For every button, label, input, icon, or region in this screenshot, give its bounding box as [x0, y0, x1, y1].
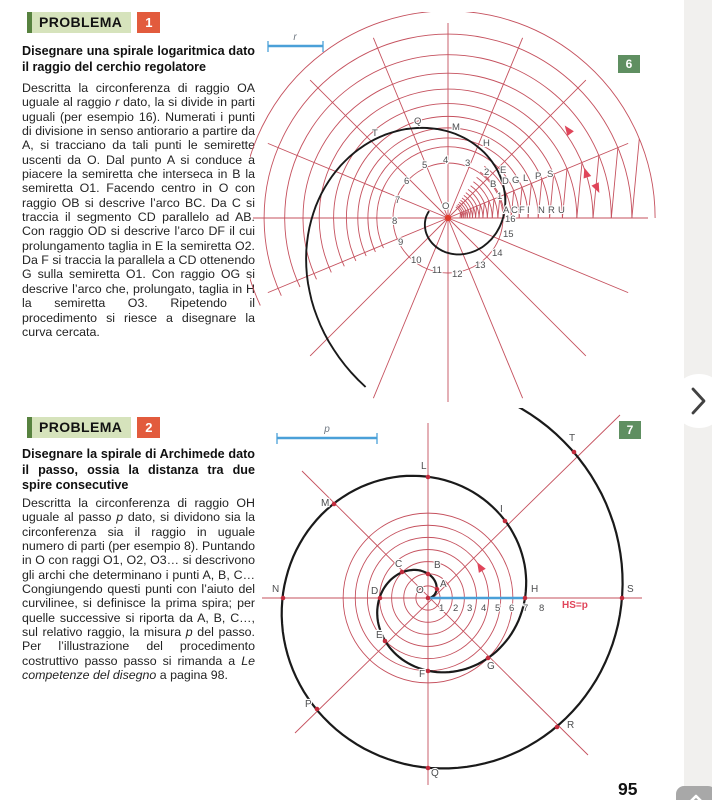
- svg-text:L: L: [421, 461, 427, 472]
- svg-text:O: O: [442, 201, 450, 212]
- svg-text:3: 3: [465, 158, 471, 169]
- page-number: 95: [618, 779, 638, 799]
- svg-text:U: U: [558, 205, 565, 216]
- problem-1-header: [27, 12, 160, 33]
- svg-text:A: A: [440, 579, 447, 590]
- svg-text:4: 4: [443, 155, 449, 166]
- chevron-right-icon: [672, 374, 712, 428]
- figure-7-badge: 7: [619, 421, 641, 439]
- svg-text:N: N: [538, 205, 545, 216]
- svg-text:15: 15: [503, 229, 514, 240]
- svg-text:Q: Q: [431, 768, 439, 779]
- fig6-transfer-arcs: [250, 12, 655, 306]
- svg-text:O: O: [416, 585, 424, 596]
- svg-text:2: 2: [484, 167, 490, 178]
- svg-text:E: E: [376, 630, 383, 641]
- svg-text:6: 6: [509, 603, 515, 614]
- svg-text:8: 8: [392, 216, 398, 227]
- svg-text:P: P: [535, 171, 542, 182]
- svg-text:A: A: [503, 205, 510, 216]
- svg-text:S: S: [547, 169, 554, 180]
- svg-text:5: 5: [422, 160, 428, 171]
- svg-text:8: 8: [539, 603, 545, 614]
- svg-text:C: C: [511, 205, 518, 216]
- svg-text:I: I: [500, 504, 503, 515]
- svg-text:L: L: [523, 173, 529, 184]
- svg-text:M: M: [321, 498, 330, 509]
- svg-text:9: 9: [398, 237, 404, 248]
- problem-2-title: Disegnare la spirale di Archimede dato il passo, ossia la distanza tra due spire consecutive: [22, 447, 255, 492]
- problem-2-body: Descritta la circonferenza di raggio OH uguale al passo p dato, si dividono sia la circonferenza sia il raggio in uguale numero di parti (per esempio 8). Puntando in O con raggi O1, O2, O3… si descrivono gli archi che determinano i punti A, B, C… Congiungendo questi punti con l’aiuto del curvilinee, si definisce la prima spira; per quelle successive si riporta da A, B, C…, sul relativo raggio, la misura p del passo. Per l’illustrazione del procedimento costruttivo passo passo si rimanda a Le competenze del disegno a pagina 98.: [22, 496, 256, 683]
- svg-text:5: 5: [495, 603, 501, 614]
- svg-text:R: R: [567, 720, 575, 731]
- svg-text:F: F: [419, 669, 426, 680]
- svg-text:C: C: [395, 559, 403, 570]
- svg-text:D: D: [371, 586, 379, 597]
- svg-text:F: F: [519, 205, 525, 216]
- svg-text:B: B: [490, 179, 497, 190]
- problem-1-number-badge: 1: [137, 12, 160, 33]
- svg-text:B: B: [434, 560, 441, 571]
- next-page-button[interactable]: [672, 374, 712, 428]
- svg-text:T: T: [569, 433, 576, 444]
- svg-text:7: 7: [523, 603, 529, 614]
- problem-2-header-label: PROBLEMA: [27, 417, 131, 438]
- svg-text:R: R: [548, 205, 555, 216]
- fig7-pitch-equation-label: HS=p: [562, 600, 588, 611]
- svg-text:1: 1: [497, 191, 503, 202]
- fig6-logarithmic-spiral: [306, 128, 505, 387]
- fig6-center-point: [445, 215, 451, 221]
- problem-2-number-badge: 2: [137, 417, 160, 438]
- svg-text:P: P: [305, 699, 312, 710]
- svg-text:12: 12: [452, 269, 463, 280]
- scale-bar: [277, 424, 377, 444]
- svg-text:13: 13: [475, 260, 486, 271]
- svg-text:S: S: [627, 584, 634, 595]
- svg-text:4: 4: [481, 603, 487, 614]
- svg-text:G: G: [487, 661, 495, 672]
- svg-text:I: I: [527, 205, 530, 216]
- svg-text:6: 6: [404, 176, 410, 187]
- problem-2-header: [27, 417, 160, 438]
- svg-text:E: E: [500, 165, 507, 176]
- svg-text:H: H: [483, 138, 490, 149]
- svg-text:H: H: [531, 584, 539, 595]
- svg-text:3: 3: [467, 603, 473, 614]
- svg-text:1: 1: [439, 603, 445, 614]
- svg-text:T: T: [372, 128, 378, 139]
- chevron-up-icon: [676, 786, 712, 800]
- figure-6-badge: 6: [618, 55, 640, 73]
- problem-1-header-label: PROBLEMA: [27, 12, 131, 33]
- svg-text:16: 16: [505, 214, 516, 225]
- problem-1-body: Descritta la circonferenza di raggio OA uguale al raggio r dato, la si divide in parti uguali (per esempio 16). Numerati i punti di divisione in senso antiorario a partire da A, si tracciano da tali punti le semirette uscenti da O. Dal punto A si conduce a piacere la semiretta che interseca in B la semiretta O1. Facendo centro in O con raggio OB si descrive l’arco BC. Da C si traccia il segmento CD parallelo ad AB. Con raggio OD si descrive l’arco DF il cui prolungamento taglia in E la semiretta O2. Da F si traccia la parallela a CD ottenendo G sulla semiretta O1. Con raggio OG si descrive l’arco che, prolungato, taglia in H la semiretta O3. Ripetendo il procedimento si riesce a disegnare la curva cercata.: [22, 81, 255, 339]
- problem-1-title: Disegnare una spirale logaritmica dato il raggio del cerchio regolatore: [22, 44, 255, 74]
- svg-text:2: 2: [453, 603, 459, 614]
- svg-text:M: M: [452, 122, 460, 133]
- scale-bar: [268, 32, 323, 52]
- svg-text:G: G: [512, 175, 520, 186]
- svg-text:r: r: [293, 32, 297, 43]
- svg-text:Q: Q: [414, 116, 422, 127]
- svg-text:14: 14: [492, 248, 503, 259]
- svg-text:D: D: [502, 176, 509, 187]
- figure-7-archimedean-spiral-diagram: [250, 408, 685, 800]
- svg-text:10: 10: [411, 255, 422, 266]
- svg-text:7: 7: [395, 195, 401, 206]
- svg-text:11: 11: [432, 265, 442, 276]
- fig6-rays: [253, 23, 648, 402]
- fig7-axis-numbers: [439, 603, 544, 614]
- svg-text:p: p: [324, 424, 330, 435]
- svg-text:N: N: [272, 584, 280, 595]
- scroll-top-button[interactable]: [676, 786, 712, 800]
